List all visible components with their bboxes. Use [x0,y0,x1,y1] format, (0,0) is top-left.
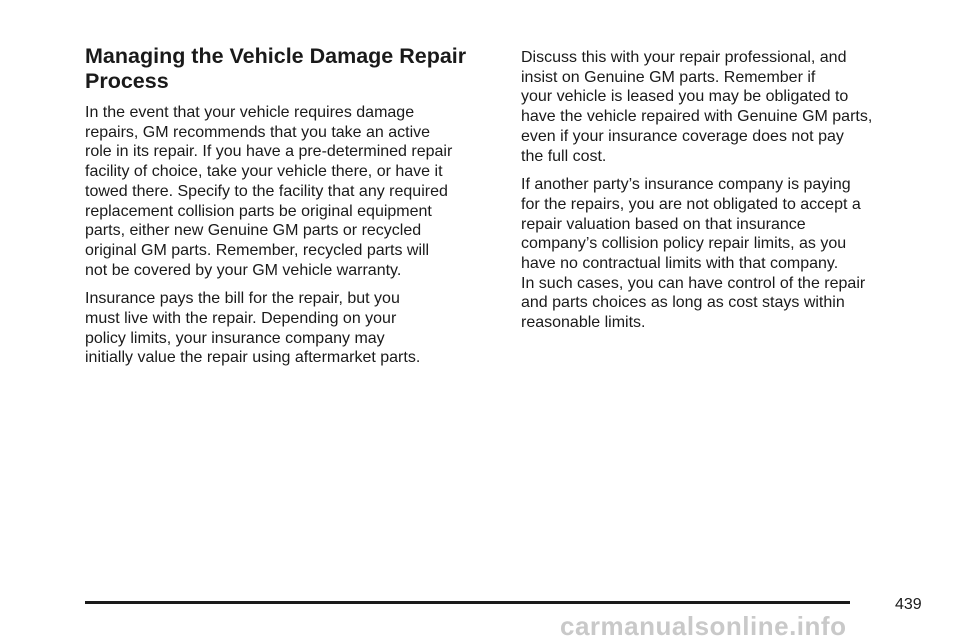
paragraph-discuss-professional [521,48,931,166]
text-line: the full cost. [521,147,607,165]
text-line: insist on Genuine GM parts. Remember if [521,68,816,86]
footer-rule [85,601,850,604]
text-line: repairs, GM recommends that you take an active [85,123,431,141]
text-line: towed there. Specify to the facility that any required [85,182,448,200]
text-line: replacement collision parts be original equipment [85,202,432,220]
text-line: for the repairs, you are not obligated to accept a [521,195,861,213]
text-line: repair valuation based on that insurance [521,215,806,233]
text-line: In the event that your vehicle requires damage [85,104,415,121]
section-heading-line-1: Managing the Vehicle Damage Repair [85,44,467,68]
text-line: In such cases, you can have control of the repair [521,274,866,292]
text-line: reasonable limits. [521,314,646,332]
section-heading-line-2: Process [85,69,169,93]
text-line: not be covered by your GM vehicle warranty. [85,261,402,279]
right-column [521,48,931,342]
text-line: initially value the repair using aftermarket parts. [85,349,421,367]
text-line: parts, either new Genuine GM parts or recycled [85,222,422,240]
text-line: must live with the repair. Depending on your [85,310,397,328]
text-line: company’s collision policy repair limits, as you [521,235,847,253]
text-line: role in its repair. If you have a pre-determined repair [85,143,453,161]
page-number: 439 [895,596,922,613]
text-line: even if your insurance coverage does not pay [521,127,844,145]
text-line: facility of choice, take your vehicle there, or have it [85,163,443,181]
left-column [85,44,495,377]
text-line: your vehicle is leased you may be obligated to [521,88,849,106]
text-line: If another party’s insurance company is paying [521,176,851,194]
text-line: Insurance pays the bill for the repair, but you [85,290,400,308]
text-line: and parts choices as long as cost stays within [521,294,845,312]
paragraph-damage-repairs [85,103,495,280]
text-line: have the vehicle repaired with Genuine GM parts, [521,108,873,126]
text-line: policy limits, your insurance company may [85,329,385,347]
text-line: Discuss this with your repair professional, and [521,49,847,66]
text-line: have no contractual limits with that company. [521,255,839,273]
watermark: carmanualsonline.info [560,611,847,640]
section-heading [85,44,495,94]
paragraph-another-party [521,175,931,333]
paragraph-insurance-pays [85,289,495,368]
text-line: original GM parts. Remember, recycled parts will [85,241,430,259]
